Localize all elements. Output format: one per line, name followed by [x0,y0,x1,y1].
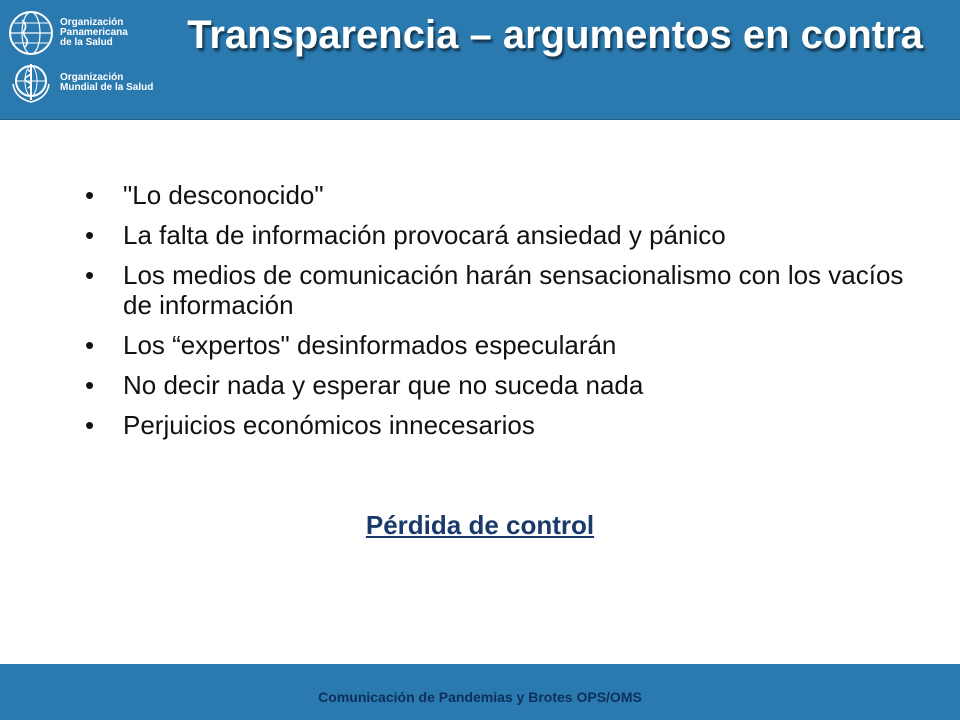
footer-band [0,664,960,720]
bullet-dot-icon: • [85,220,95,250]
bullet-dot-icon: • [85,370,95,400]
who-logo-text: Organización Mundial de la Salud [60,72,154,93]
bullet-item: • Perjuicios económicos innecesarios [85,410,535,440]
footer-text: Comunicación de Pandemias y Brotes OPS/OMS [318,689,642,705]
paho-globe-icon [8,10,54,56]
conclusion-text: Pérdida de control [365,510,595,540]
slide-title: Transparencia – argumentos en contra [187,13,923,57]
bullet-item: • La falta de información provocará ansiedad y pánico [85,220,726,250]
bullet-item: • "Lo desconocido" [85,180,324,210]
bullet-list [85,180,925,450]
bullet-item: • Los medios de comunicación harán sensacionalismo con los vacíos de información [85,260,904,320]
bullet-dot-icon: • [85,260,95,290]
paho-logo-text: Organización Panamericana de la Salud [60,17,128,48]
bullet-dot-icon: • [85,180,95,210]
bullet-dot-icon: • [85,410,95,440]
who-logo [8,60,153,106]
bullet-dot-icon: • [85,330,95,360]
bullet-item: • No decir nada y esperar que no suceda nada [85,370,644,400]
bullet-item: • Los “expertos" desinformados especularán [85,330,617,360]
who-emblem-icon [8,60,54,106]
header-band [0,0,960,120]
paho-logo [8,10,128,56]
